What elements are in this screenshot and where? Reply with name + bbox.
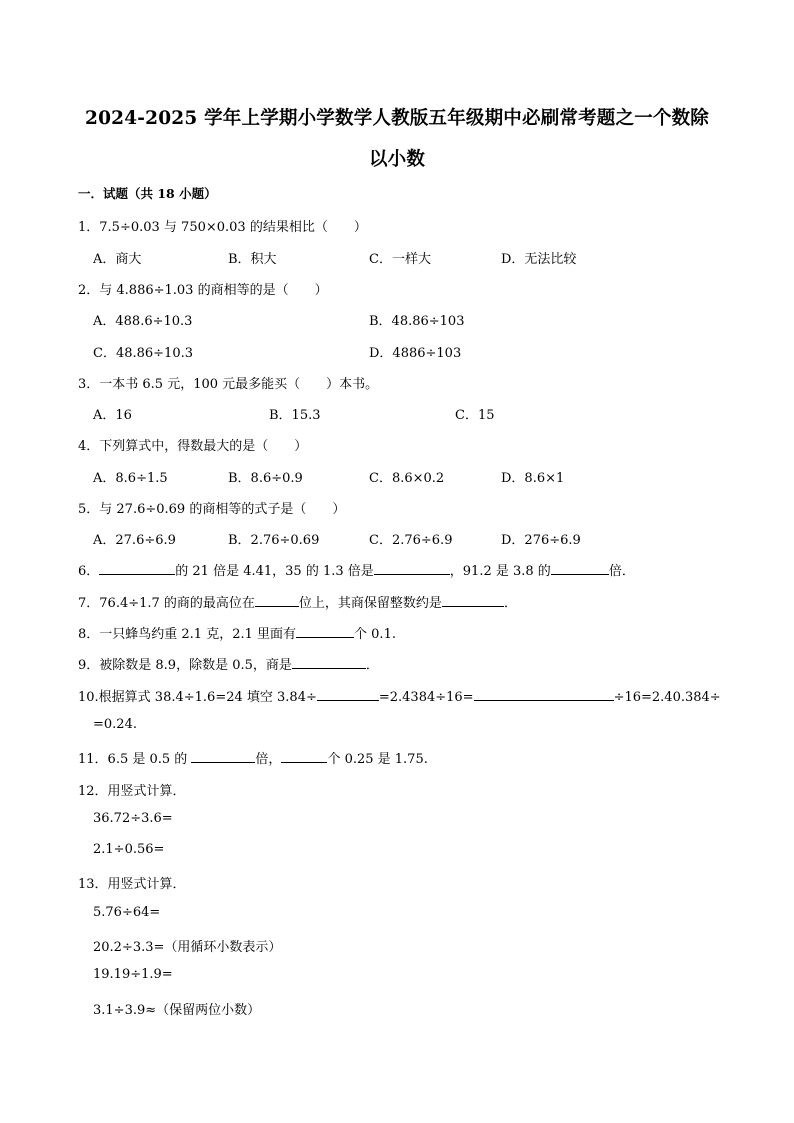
q11-text-3: 个 0.25 是 1.75. bbox=[327, 752, 428, 767]
section-heading: 一．试题（共 18 小题） bbox=[78, 186, 217, 201]
q6-text-4: 倍． bbox=[608, 564, 635, 579]
q5-option-b: B．2.76÷0.69 bbox=[228, 533, 320, 548]
q10-blank-1[interactable] bbox=[317, 688, 379, 701]
q7-text-2: 位上，其商保留整数约是 bbox=[298, 596, 442, 611]
q7-text-1: 7．76.4÷1.7 的商的最高位在 bbox=[78, 596, 255, 611]
q8-text-2: 个 0.1. bbox=[354, 627, 396, 642]
q12-item: 36.72÷3.6= bbox=[93, 811, 173, 826]
q10-text-2: =2.4384÷16= bbox=[378, 690, 474, 705]
q6-blank-2[interactable] bbox=[374, 562, 450, 575]
q5-option-a: A．27.6÷6.9 bbox=[93, 533, 176, 548]
q11-text-1: 11．6.5 是 0.5 的 bbox=[78, 752, 192, 767]
q9-text-1: 9．被除数是 8.9，除数是 0.5，商是 bbox=[78, 658, 292, 673]
question-9 bbox=[78, 654, 379, 673]
q1-option-c: C．一样大 bbox=[369, 252, 431, 267]
q9-text-2: ． bbox=[365, 658, 379, 673]
q10-text-1: 10.根据算式 38.4÷1.6=24 填空 3.84÷ bbox=[78, 690, 317, 705]
question-1-stem: 1．7.5÷0.03 与 750×0.03 的结果相比（ ） bbox=[78, 220, 367, 235]
q5-option-c: C．2.76÷6.9 bbox=[369, 533, 453, 548]
q1-option-b: B．积大 bbox=[228, 252, 277, 267]
document-title-line-1: 2024-2025 学年上学期小学数学人教版五年级期中必刷常考题之一个数除 bbox=[85, 108, 709, 129]
q10-text-3: ÷16=2.40.384÷ bbox=[613, 690, 721, 705]
question-3-stem: 3．一本书 6.5 元，100 元最多能买（ ）本书。 bbox=[78, 377, 379, 392]
q13-item: 5.76÷64= bbox=[93, 905, 161, 920]
q7-blank-2[interactable] bbox=[442, 594, 504, 607]
question-10-line-2: =0.24. bbox=[93, 717, 137, 732]
q1-option-d: D．无法比较 bbox=[501, 252, 577, 267]
q5-option-d: D．276÷6.9 bbox=[501, 533, 581, 548]
q6-blank-3[interactable] bbox=[551, 562, 609, 575]
question-8 bbox=[78, 623, 396, 642]
q2-option-b: B．48.86÷103 bbox=[369, 314, 465, 329]
q4-option-a: A．8.6÷1.5 bbox=[93, 471, 168, 486]
q4-option-d: D．8.6×1 bbox=[501, 471, 565, 486]
question-4-stem: 4．下列算式中，得数最大的是（ ） bbox=[78, 439, 308, 454]
q2-option-a: A．488.6÷10.3 bbox=[93, 314, 193, 329]
question-2-stem: 2．与 4.886÷1.03 的商相等的是（ ） bbox=[78, 283, 328, 298]
q8-blank-1[interactable] bbox=[296, 625, 354, 638]
q6-text-1: 6． bbox=[78, 564, 100, 579]
q3-option-c: C．15 bbox=[455, 408, 495, 423]
question-7 bbox=[78, 592, 517, 611]
question-12-stem: 12．用竖式计算． bbox=[78, 784, 186, 799]
q6-text-3: ，91.2 是 3.8 的 bbox=[449, 564, 551, 579]
question-13-stem: 13．用竖式计算． bbox=[78, 877, 186, 892]
q4-option-b: B．8.6÷0.9 bbox=[228, 471, 303, 486]
q3-option-b: B．15.3 bbox=[269, 408, 321, 423]
q9-blank-1[interactable] bbox=[292, 656, 366, 669]
q13-item: 3.1÷3.9≈（保留两位小数） bbox=[93, 1003, 261, 1018]
question-11 bbox=[78, 748, 428, 767]
q2-option-d: D．4886÷103 bbox=[369, 346, 462, 361]
q7-blank-1[interactable] bbox=[255, 594, 299, 607]
question-5-stem: 5．与 27.6÷0.69 的商相等的式子是（ ） bbox=[78, 502, 346, 517]
q13-item: 19.19÷1.9= bbox=[93, 967, 173, 982]
question-6 bbox=[78, 560, 635, 579]
q6-text-2: 的 21 倍是 4.41，35 的 1.3 倍是 bbox=[175, 564, 374, 579]
question-10-line-1 bbox=[78, 686, 721, 705]
q3-option-a: A．16 bbox=[93, 408, 132, 423]
q7-text-3: ． bbox=[503, 596, 517, 611]
q11-blank-1[interactable] bbox=[191, 750, 255, 763]
q8-text-1: 8．一只蜂鸟约重 2.1 克，2.1 里面有 bbox=[78, 627, 297, 642]
q13-item: 20.2÷3.3=（用循环小数表示） bbox=[93, 940, 282, 955]
document-title-line-2: 以小数 bbox=[368, 149, 426, 170]
q1-option-a: A．商大 bbox=[93, 252, 142, 267]
q11-blank-2[interactable] bbox=[281, 750, 327, 763]
q10-blank-2[interactable] bbox=[474, 688, 614, 701]
q2-option-c: C．48.86÷10.3 bbox=[93, 346, 194, 361]
q11-text-2: 倍， bbox=[255, 752, 282, 767]
q4-option-c: C．8.6×0.2 bbox=[369, 471, 445, 486]
q6-blank-1[interactable] bbox=[99, 562, 175, 575]
q12-item: 2.1÷0.56= bbox=[93, 842, 165, 857]
